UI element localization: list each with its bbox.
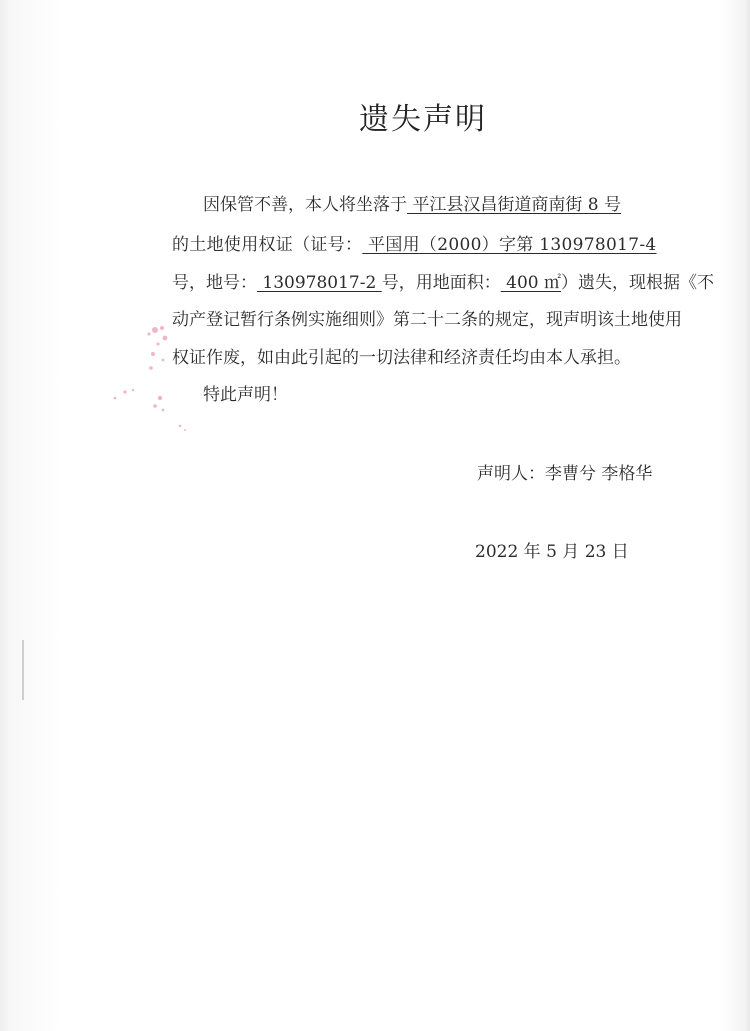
body-line-2 [172, 230, 657, 255]
body-text: 号，用地面积： [381, 273, 501, 293]
scan-edge-mark [22, 640, 24, 700]
body-line-1 [203, 190, 621, 215]
stamp-residue [105, 318, 195, 438]
body-text: 的土地使用权证（证号： [172, 235, 363, 255]
certificate-number: 平国用（2000）字第 130978017-4 [362, 235, 657, 255]
body-text: 因保管不善，本人将坐落于 [203, 195, 407, 215]
land-area: 400 ㎡ [500, 273, 561, 293]
body-line-5: 权证作废，如由此引起的一切法律和经济责任均由本人承担。 [172, 348, 631, 368]
declaration-date: 2022 年 5 月 23 日 [475, 542, 629, 562]
property-address: 平江县汉昌街道商南街 8 号 [407, 195, 622, 215]
body-line-3 [172, 268, 714, 293]
body-line-4: 动产登记暂行条例实施细则》第二十二条的规定，现声明该土地使用 [172, 310, 682, 330]
body-text: 号，地号： [172, 273, 257, 293]
page-title: 遗失声明 [359, 102, 487, 137]
declarant-signature: 声明人：李曹兮 李格华 [477, 464, 653, 484]
body-text: ）遗失，现根据《不 [560, 273, 714, 293]
lot-number: 130978017-2 [257, 273, 382, 293]
closing-statement: 特此声明！ [203, 385, 288, 405]
